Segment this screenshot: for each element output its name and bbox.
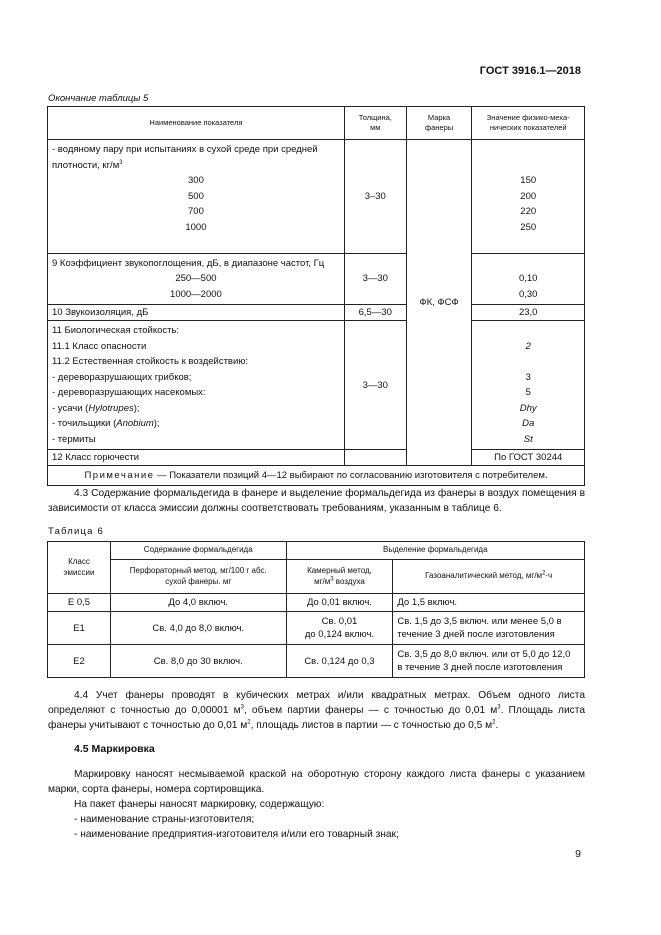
- table-row: 9 Коэффициент звукопоглощения, дБ, в диапазоне частот, Гц 250—500 1000—2000 3—30 0,10 0,30: [48, 253, 585, 305]
- table5: [47, 106, 585, 486]
- table-row: 12 Класс горючести По ГОСТ 30244: [48, 450, 585, 466]
- grade-merged: ФК, ФСФ: [406, 140, 472, 466]
- page-number: 9: [575, 848, 581, 860]
- table-row: E1 Св. 4,0 до 8,0 включ. Св. 0,01 до 0,124 включ. Св. 1,5 до 3,5 включ. или менее 5,0 в течение 3 дней после изготовления: [48, 612, 585, 645]
- table-row: 11 Биологическая стойкость: 11.1 Класс опасности 11.2 Естественная стойкость к воздействию: - дереворазрушающих грибков; - дереворазрушающих насекомых: - усачи (Hylotrupes); - точильщики (Anobium); - термиты 3—30 2 3 5 Dhy Da St: [48, 321, 585, 450]
- col-content: Содержание формальдегида: [110, 542, 286, 560]
- col-chamber: Камерный метод, $мг/м^3$ воздуха: [286, 560, 393, 594]
- table6-caption: Таблица 6: [48, 526, 104, 537]
- table-row: E2 Св. 8,0 до 30 включ. Св. 0,124 до 0,3 Св. 3,5 до 8,0 включ. или от 5,0 до 12,0 в течение 3 дней после изготовления: [48, 645, 585, 678]
- col-perforator: Перфораторный метод, мг/100 г абс. сухой фанеры. мг: [110, 560, 286, 594]
- section-heading: 4.5 Маркировка: [74, 743, 155, 755]
- col-thickness: Толщина, мм: [344, 107, 406, 140]
- standard-number: ГОСТ 3916.1—2018: [479, 65, 581, 77]
- table5-caption: Окончание таблицы 5: [48, 93, 149, 104]
- table-row: E 0,5 До 4,0 включ. До 0,01 включ. До 1,5 включ.: [48, 594, 585, 612]
- section-4-5-body: Маркировку наносят несмываемой краской на оборотную сторону каждого листа фанеры с указанием марки, сорта фанеры, номера сортировщика. На пакет фанеры наносят маркировку, содержащую: - наименование страны-изготовителя; - наименование предприятия-изготовителя и/или его товарный знак;: [48, 769, 585, 840]
- col-gas: Газоаналитический метод, $мг/м^2\cdot ч$: [393, 560, 585, 594]
- col-indicator: Наименование показателя: [48, 107, 345, 140]
- col-value: Значение физико-меха- нических показателей: [472, 107, 585, 140]
- col-class: Класс эмиссии: [48, 542, 111, 594]
- table-row: - водяному пару при испытаниях в сухой среде при средней плотности, $кг/м^3$ 300 500 700 1000 3–30 ФК, ФСФ 150 200 220 250: [48, 140, 585, 254]
- table-note: Примечание — Показатели позиций 4—12 выбирают по согласованию изготовителя с потребителем.: [48, 466, 585, 486]
- paragraph-4-3: 4.3 Содержание формальдегида в фанере и выделение формальдегида из фанеры в воздух помещения в зависимости от класса эмиссии должны соответствовать требованиям, указанным в таблице 6.: [48, 488, 585, 514]
- table-row: 10 Звукоизоляция, дБ 6,5—30 23,0: [48, 305, 585, 321]
- table6: [47, 541, 585, 678]
- col-grade: Марка фанеры: [406, 107, 472, 140]
- col-emission: Выделение формальдегида: [286, 542, 584, 560]
- paragraph-4-4: 4.4 Учет фанеры проводят в кубических метрах и/или квадратных метрах. Объем одного листа определяют с точностью до 0,00001 $м^3$, объем партии фанеры — с точностью до 0,01 $м^3$. Площадь листа фанеры учитывают с точностью до 0,01 $м^2$, площадь листов в партии — с точностью до 0,5 $м^2$.: [48, 690, 585, 731]
